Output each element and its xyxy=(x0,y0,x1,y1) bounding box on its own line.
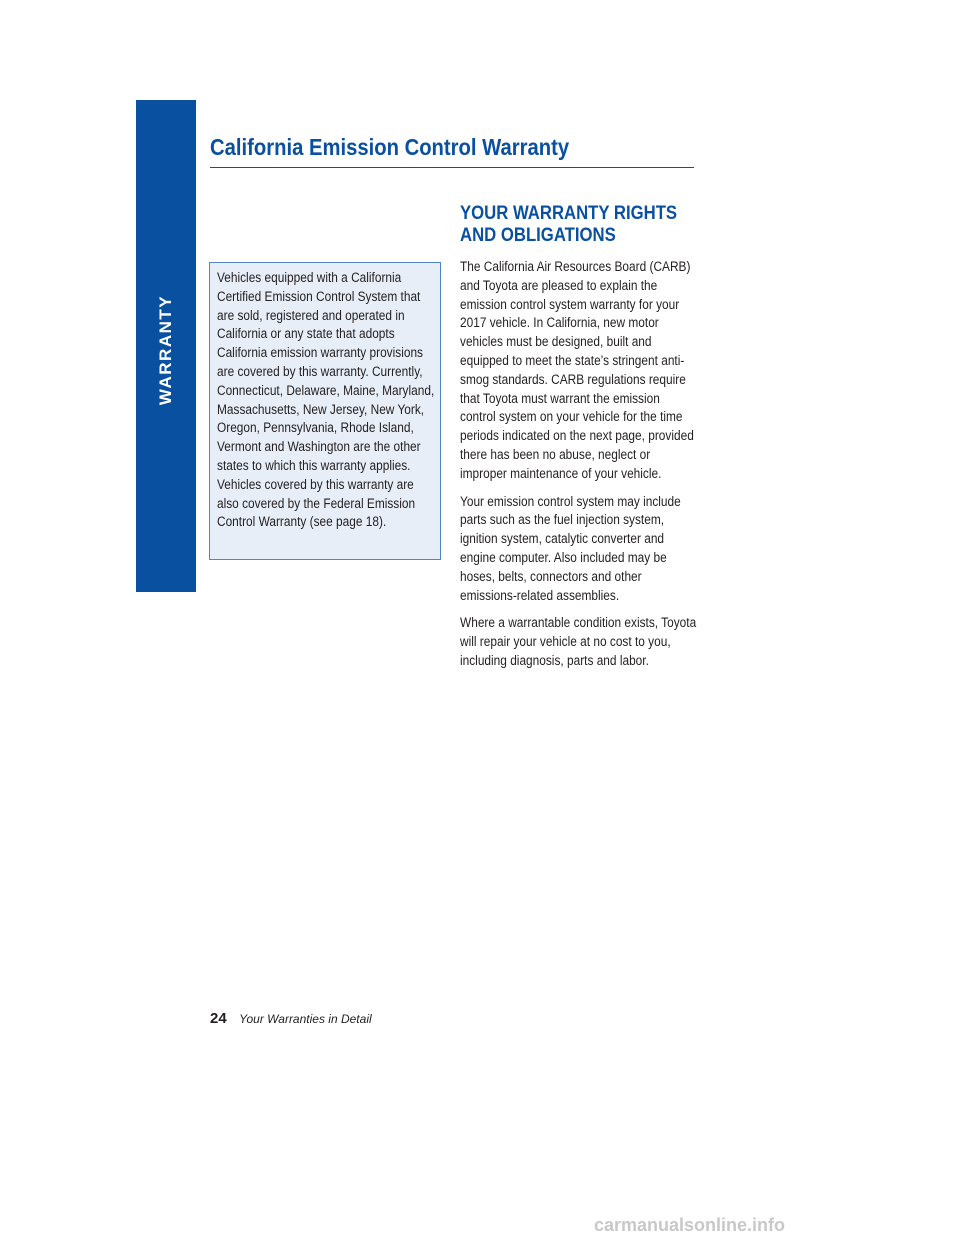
callout-text: Vehicles equipped with a California Certified Emission Control System that are sold, registered and operated in California or any state that adopts California emission warranty provisions are covered by this warranty. Currently, Connecticut, Delaware, Maine, Maryland, Massachusetts, New Jersey, New York, Oregon, Pennsylvania, Rhode Island, Vermont and Washington are the other states to which this warranty applies. Vehicles covered by this warranty are also covered by the Federal Emission Control Warranty (see page 18). xyxy=(217,270,435,530)
title-divider xyxy=(210,167,694,168)
watermark: carmanualsonline.info xyxy=(594,1215,786,1235)
info-callout-box xyxy=(209,262,441,560)
section-heading: YOUR WARRANTY RIGHTS AND OBLIGATIONS xyxy=(460,203,678,246)
body-paragraph: Where a warrantable condition exists, Toyota will repair your vehicle at no cost to you, including diagnosis, parts and labor. xyxy=(460,615,697,668)
page-footer xyxy=(210,1010,372,1028)
body-paragraph: The California Air Resources Board (CARB) and Toyota are pleased to explain the emission control system warranty for your 2017 vehicle. In California, new motor vehicles must be designed, built and equipped to meet the state’s stringent anti-smog standards. CARB regulations require that Toyota must warrant the emission control system on your vehicle for the time periods indicated on the next page, provided there has been no abuse, neglect or improper maintenance of your vehicle. xyxy=(460,259,694,481)
main-column xyxy=(460,203,700,680)
body-paragraph: Your emission control system may include parts such as the fuel injection system, ignition system, catalytic converter and engine computer. Also included may be hoses, belts, connectors and other emissions-related assemblies. xyxy=(460,493,681,603)
footer-title: Your Warranties in Detail xyxy=(239,1012,372,1026)
page-number: 24 xyxy=(210,1010,227,1027)
side-tab-label: WARRANTY xyxy=(156,294,175,406)
page-title: California Emission Control Warranty xyxy=(210,134,570,160)
